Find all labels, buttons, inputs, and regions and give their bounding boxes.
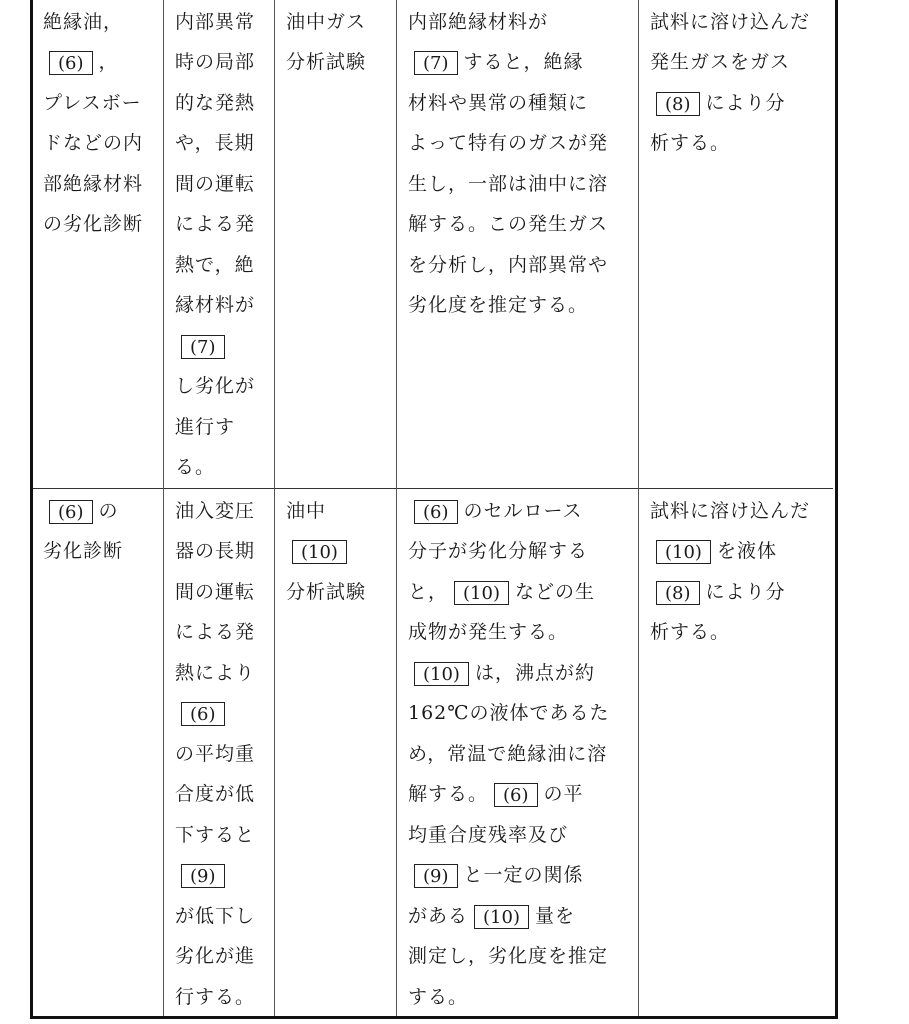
text-line bbox=[43, 83, 153, 124]
answer-blank-box: (7) bbox=[414, 51, 458, 75]
text-line bbox=[650, 531, 821, 572]
text-line bbox=[650, 612, 821, 653]
text-line bbox=[43, 204, 153, 245]
text-line bbox=[43, 491, 153, 532]
cell-text: の bbox=[98, 499, 119, 522]
cell-text: による発 bbox=[175, 621, 256, 644]
cell-text: ， bbox=[98, 51, 119, 74]
answer-blank-box: (7) bbox=[181, 335, 225, 359]
text-line bbox=[175, 245, 262, 286]
cell-text: 行する。 bbox=[175, 985, 256, 1008]
text-line bbox=[408, 491, 626, 532]
cell-text: 劣化診断 bbox=[43, 540, 124, 563]
cell-text: 熱で，絶 bbox=[175, 253, 255, 276]
cell-text: 解する。 bbox=[408, 783, 489, 806]
text-line bbox=[175, 42, 262, 83]
text-line bbox=[650, 2, 821, 43]
text-line bbox=[43, 531, 153, 572]
cell-text: プレスボー bbox=[43, 91, 142, 114]
text-line bbox=[408, 977, 626, 1018]
cell-text: 内部絶縁材料が bbox=[408, 10, 549, 33]
text-line bbox=[175, 612, 262, 653]
text-line bbox=[175, 936, 262, 977]
cell-text: により分 bbox=[705, 91, 786, 114]
cell-text: 間の運転 bbox=[175, 172, 256, 195]
text-line bbox=[408, 936, 626, 977]
cell-text: 合度が低 bbox=[175, 783, 256, 806]
text-line bbox=[175, 366, 262, 407]
text-line bbox=[408, 2, 626, 43]
text-line bbox=[175, 572, 262, 613]
answer-blank-box: (6) bbox=[181, 702, 225, 726]
cell-text: 劣化度を推定する。 bbox=[408, 294, 589, 317]
cell-text: 内部異常 bbox=[175, 10, 256, 33]
cell-text: 進行す bbox=[175, 415, 236, 438]
text-line bbox=[408, 531, 626, 572]
cell-text: の平均重 bbox=[175, 742, 256, 765]
cell-text: 測定し，劣化度を推定 bbox=[408, 945, 609, 968]
text-line bbox=[175, 977, 262, 1018]
cell-text: 絶縁油， bbox=[43, 10, 124, 33]
text-line bbox=[175, 653, 262, 694]
cell-text: を分析し，内部異常や bbox=[408, 253, 609, 276]
text-line bbox=[650, 83, 821, 124]
cell-text: による発 bbox=[175, 213, 256, 236]
text-line bbox=[408, 653, 626, 694]
cell-text: 器の長期 bbox=[175, 540, 256, 563]
cell-text: 的な発熱 bbox=[175, 91, 256, 114]
text-line bbox=[286, 2, 384, 43]
text-line bbox=[175, 531, 262, 572]
text-line bbox=[650, 42, 821, 83]
cell-text: の劣化診断 bbox=[43, 213, 144, 236]
cell-text: 分子が劣化分解する bbox=[408, 540, 589, 563]
cell-text: 油中 bbox=[286, 499, 327, 522]
answer-blank-box: (8) bbox=[656, 581, 700, 605]
text-line bbox=[408, 612, 626, 653]
text-line bbox=[43, 164, 153, 205]
answer-blank-box: (10) bbox=[292, 540, 347, 564]
text-line bbox=[43, 2, 153, 43]
cell-text: 析する。 bbox=[650, 621, 731, 644]
cell-text: がある bbox=[408, 904, 469, 927]
text-line bbox=[175, 855, 262, 896]
cell-text: の平 bbox=[543, 783, 584, 806]
text-line bbox=[175, 164, 262, 205]
cell-text: 劣化が進 bbox=[175, 945, 256, 968]
cell-text: よって特有のガスが発 bbox=[408, 132, 609, 155]
cell-text: や，長期 bbox=[175, 132, 255, 155]
text-line bbox=[175, 693, 262, 734]
cell-text: 成物が発生する。 bbox=[408, 621, 569, 644]
answer-blank-box: (9) bbox=[414, 864, 458, 888]
cell-text: 162℃の液体であるた bbox=[408, 702, 610, 725]
cell-text: のセルロース bbox=[463, 499, 583, 522]
cell-text: などの生 bbox=[514, 580, 595, 603]
cell-text: 生し，一部は油中に溶 bbox=[408, 172, 609, 195]
text-line bbox=[175, 447, 262, 488]
cell-text: する。 bbox=[408, 985, 469, 1008]
cell-text: と， bbox=[408, 580, 449, 603]
cell-text: 量を bbox=[534, 904, 575, 927]
cell-text: 試料に溶け込んだ bbox=[650, 499, 811, 522]
cell-text: 油中ガス bbox=[286, 10, 367, 33]
column-divider bbox=[274, 0, 275, 1016]
cell-text: 間の運転 bbox=[175, 580, 256, 603]
text-line bbox=[43, 123, 153, 164]
cell-text: すると，絶縁 bbox=[463, 51, 584, 74]
text-line bbox=[175, 204, 262, 245]
cell-text: 縁材料が bbox=[175, 294, 256, 317]
text-line bbox=[408, 896, 626, 937]
text-line bbox=[175, 123, 262, 164]
cell-text: 発生ガスをガス bbox=[650, 51, 791, 74]
text-line bbox=[175, 491, 262, 532]
cell-text: を液体 bbox=[716, 540, 777, 563]
cell-text: 熱により bbox=[175, 661, 256, 684]
answer-blank-box: (9) bbox=[181, 864, 225, 888]
text-line bbox=[408, 245, 626, 286]
text-line bbox=[408, 83, 626, 124]
cell-text: ドなどの内 bbox=[43, 132, 144, 155]
text-line bbox=[408, 855, 626, 896]
text-line bbox=[408, 572, 626, 613]
cell-text: により分 bbox=[705, 580, 786, 603]
text-line bbox=[650, 572, 821, 613]
text-line bbox=[175, 326, 262, 367]
cell-text: 分析試験 bbox=[286, 580, 367, 603]
cell-text: め，常温で絶縁油に溶 bbox=[408, 742, 608, 765]
cell-text: 均重合度残率及び bbox=[408, 823, 569, 846]
answer-blank-box: (10) bbox=[656, 540, 711, 564]
cell-text: 油入変圧 bbox=[175, 499, 256, 522]
text-line bbox=[408, 774, 626, 815]
answer-blank-box: (6) bbox=[414, 500, 458, 524]
cell-text: 試料に溶け込んだ bbox=[650, 10, 811, 33]
text-line bbox=[43, 42, 153, 83]
answer-blank-box: (10) bbox=[414, 662, 469, 686]
text-line bbox=[408, 164, 626, 205]
cell-text: は，沸点が約 bbox=[474, 661, 595, 684]
text-line bbox=[286, 42, 384, 83]
text-line bbox=[175, 2, 262, 43]
text-line bbox=[175, 734, 262, 775]
cell-text: る。 bbox=[175, 456, 216, 479]
text-line bbox=[286, 491, 384, 532]
text-line bbox=[175, 815, 262, 856]
text-line bbox=[408, 815, 626, 856]
text-line bbox=[286, 531, 384, 572]
cell-text: 時の局部 bbox=[175, 51, 256, 74]
cell-text: 析する。 bbox=[650, 132, 731, 155]
cell-text: と一定の関係 bbox=[463, 864, 584, 887]
answer-blank-box: (6) bbox=[494, 783, 538, 807]
cell-text: 材料や異常の種類に bbox=[408, 91, 589, 114]
cell-text: が低下し bbox=[175, 904, 256, 927]
text-line bbox=[286, 572, 384, 613]
text-line bbox=[175, 407, 262, 448]
text-line bbox=[408, 285, 626, 326]
cell-text: 下すると bbox=[175, 823, 256, 846]
column-divider bbox=[163, 0, 164, 1016]
row-divider bbox=[33, 488, 833, 489]
column-divider bbox=[396, 0, 397, 1016]
text-line bbox=[408, 42, 626, 83]
text-line bbox=[408, 123, 626, 164]
text-line bbox=[408, 693, 626, 734]
text-line bbox=[408, 204, 626, 245]
text-line bbox=[175, 285, 262, 326]
cell-text: 解する。この発生ガス bbox=[408, 213, 609, 236]
text-line bbox=[175, 83, 262, 124]
answer-blank-box: (6) bbox=[49, 500, 93, 524]
answer-blank-box: (6) bbox=[49, 51, 93, 75]
text-line bbox=[175, 774, 262, 815]
answer-blank-box: (10) bbox=[474, 905, 529, 929]
cell-text: 分析試験 bbox=[286, 51, 367, 74]
text-line bbox=[175, 896, 262, 937]
text-line bbox=[650, 123, 821, 164]
text-line bbox=[408, 734, 626, 775]
answer-blank-box: (10) bbox=[454, 581, 509, 605]
column-divider bbox=[638, 0, 639, 1016]
answer-blank-box: (8) bbox=[656, 92, 700, 116]
cell-text: 部絶縁材料 bbox=[43, 172, 144, 195]
cell-text: し劣化が bbox=[175, 375, 256, 398]
text-line bbox=[650, 491, 821, 532]
